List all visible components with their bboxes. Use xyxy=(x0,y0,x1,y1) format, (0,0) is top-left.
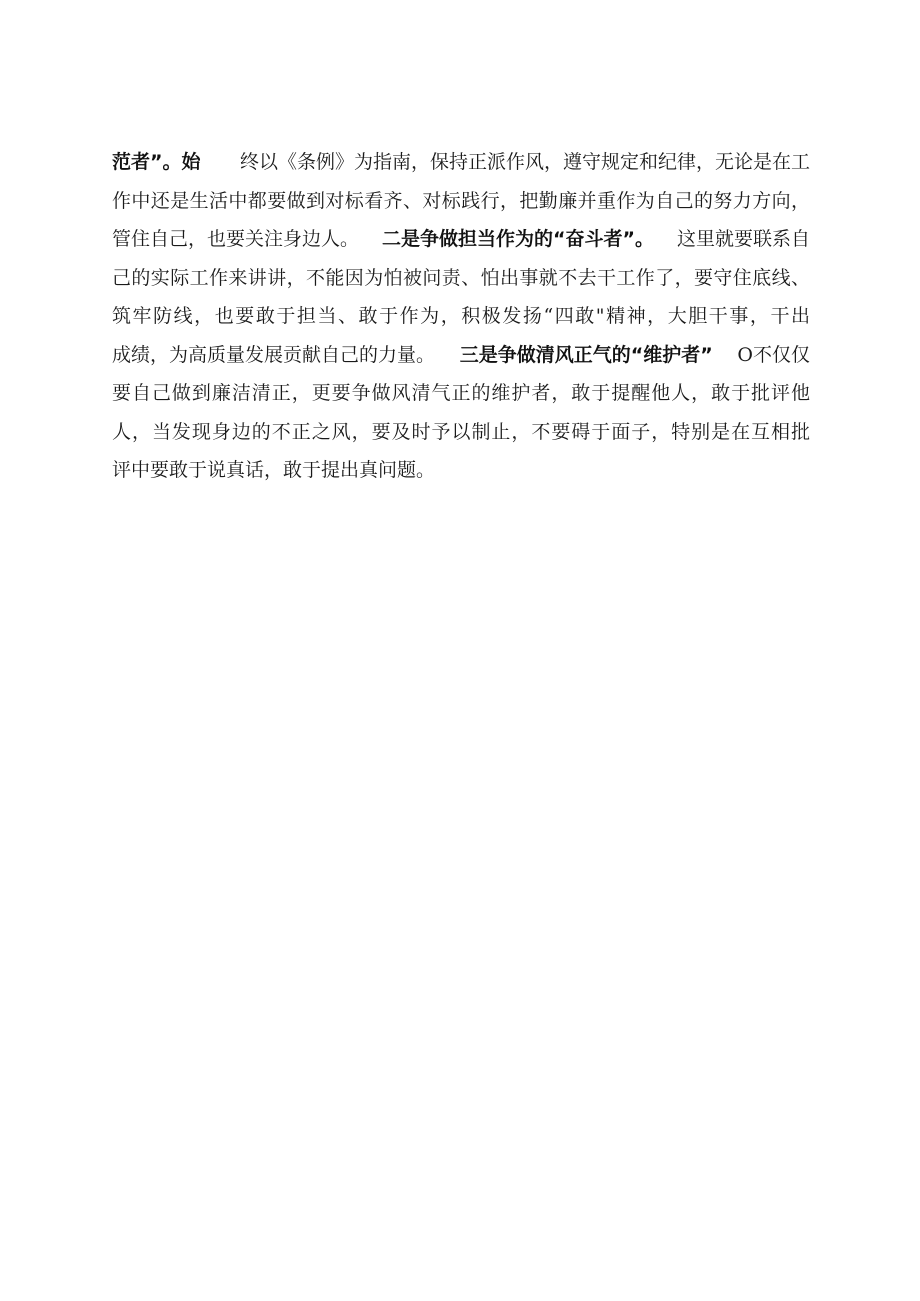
body-text: 人，当发现身边的不正之风，要及时予以制止，不要碍于面子，特别是在互相批 xyxy=(112,420,811,443)
body-text: 评中要敢于说真话，敢于提出真问题。 xyxy=(112,459,436,481)
text-line xyxy=(112,143,810,182)
bold-heading-text: 三是争做清风正气的“维护者” xyxy=(459,343,713,366)
body-text: 成绩，为高质量发展贡献自己的力量。 xyxy=(112,343,436,366)
text-line xyxy=(112,413,810,452)
body-text: O不仅仅 xyxy=(737,343,810,366)
body-text: 管住自己，也要关注身边人。 xyxy=(112,228,360,250)
body-text: 终以《条例》为指南，保持正派作风，遵守规定和纪律，无论是在工 xyxy=(239,151,810,173)
body-text: 筑牢防线，也要敢于担当、敢于作为，积极发扬“四敢"精神，大胆干事，干出 xyxy=(112,305,812,327)
text-line xyxy=(112,182,810,221)
body-text: 要自己做到廉洁清正，更要争做风清气正的维护者，敢于提醒他人，敢于批评他 xyxy=(112,382,811,404)
body-paragraph xyxy=(112,143,810,490)
text-line xyxy=(112,220,810,259)
text-line xyxy=(112,451,810,490)
body-text: 作中还是生活中都要做到对标看齐、对标践行，把勤廉并重作为自己的努力方向， xyxy=(112,189,811,212)
text-line xyxy=(112,374,810,413)
body-text: 这里就要联系自 xyxy=(676,228,810,250)
text-line xyxy=(112,336,810,375)
body-text: 己的实际工作来讲讲，不能因为怕被问责、怕出事就不去干工作了，要守住底线、 xyxy=(112,266,811,289)
bold-heading-text: 二是争做担当作为的“奋斗者”。 xyxy=(382,228,654,250)
text-line xyxy=(112,297,810,336)
text-line xyxy=(112,259,810,298)
bold-heading-text: 范者”。始 xyxy=(112,151,201,173)
